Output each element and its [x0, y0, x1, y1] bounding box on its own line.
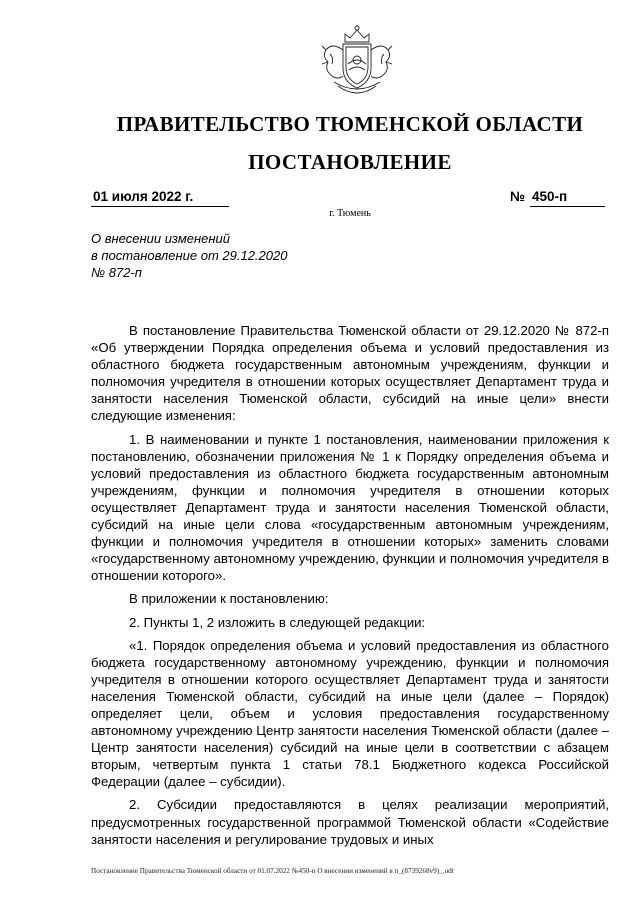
document-number — [530, 189, 605, 207]
org-name: ПРАВИТЕЛЬСТВО ТЮМЕНСКОЙ ОБЛАСТИ — [116, 112, 584, 136]
tyumen-coat-of-arms-icon — [312, 20, 402, 102]
document-date — [91, 189, 229, 207]
body-paragraph: В приложении к постановлению: — [129, 591, 329, 607]
body-paragraph: 2. Субсидии предоставляются в целях реализации мероприятий, предусмотренных государственной программой Тюменской области «Содействие занятости населения и регулирование трудовых и иных — [91, 797, 609, 847]
city: г. Тюмень — [329, 208, 371, 219]
body-paragraph: 1. В наименовании и пункте 1 постановления, наименовании приложения к постановлению, обозначении приложения № 1 к Порядку определения объема и условий предоставления из областного бюджета государственным автономным учреждениям, функции и полномочия учредителя в отношении которых осуществляет Департамент труда и занятости населения Тюменской области, субсидий на иные цели слова «государственным автономным учреждениям, функции и полномочия учредителя в отношении которых» заменить словами «государственному автономному учреждению, функции и полномочия учредителя в отношении которого». — [91, 431, 609, 584]
document-body — [91, 322, 609, 854]
body-paragraph: В постановление Правительства Тюменской области от 29.12.2020 № 872-п «Об утверждении Порядка определения объема и условий предоставления из областного бюджета государственным автономным учреждениям, функции и полномочия учредителя в отношении которых осуществляет Департамент труда и занятости населения Тюменской области, субсидий на иные цели» внести следующие изменения: — [91, 323, 609, 424]
subject-line: О внесении изменений — [91, 231, 230, 246]
document-subject — [91, 230, 287, 281]
body-paragraph: «1. Порядок определения объема и условий предоставления из областного бюджета государственному автономному учреждению, функции и полномочия учредителя в отношении которого осуществляет Департамент труда и занятости населения Тюменской области, субсидий на иные цели (далее – Порядок) определяет цели, объем и условия предоставления государственному автономному учреждению Центр занятости населения Тюменской области (далее – Центр занятости населения) субсидий на иные цели в соответствии с абзацем вторым, четвертым пункта 1 статьи 78.1 Бюджетного кодекса Российской Федерации (далее – субсидии). — [91, 637, 609, 790]
subject-line: № 872-п — [91, 265, 142, 280]
subject-line: в постановление от 29.12.2020 — [91, 248, 288, 263]
number-value: 450-п — [532, 189, 568, 204]
page-footer: Постановление Правительства Тюменской области от 01.07.2022 №450-п О внесении изменений в п_(8739268v9)_.odt — [91, 867, 454, 875]
body-paragraph: 2. Пункты 1, 2 изложить в следующей редакции: — [129, 614, 426, 630]
number-prefix: № — [510, 189, 526, 204]
date-value: 01 июля 2022 г. — [93, 189, 194, 204]
document-type: ПОСТАНОВЛЕНИЕ — [248, 150, 452, 174]
